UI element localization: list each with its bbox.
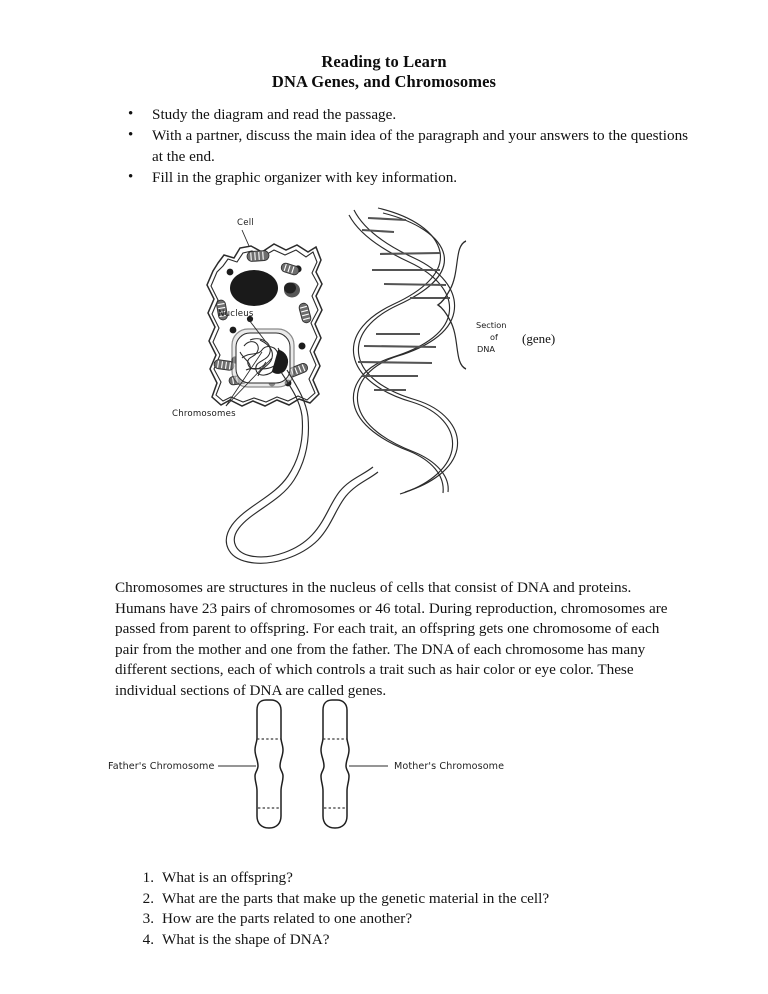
section-of-dna-label-line2: of bbox=[490, 332, 498, 342]
question-text: What is an offspring? bbox=[162, 869, 293, 886]
section-of-dna-label-line1: Section bbox=[476, 320, 507, 330]
question-item bbox=[130, 889, 650, 910]
instruction-item bbox=[120, 104, 695, 125]
question-number: 1. bbox=[142, 869, 154, 886]
instruction-text: With a partner, discuss the main idea of the paragraph and your answers to the questions at the end. bbox=[152, 127, 689, 165]
nucleus-label: Nucleus bbox=[218, 309, 254, 319]
gene-section-brace bbox=[438, 241, 466, 369]
passage-paragraph: Chromosomes are structures in the nucleus of cells that consist of DNA and proteins. Humans have 23 pairs of chromosomes or 46 total. During reproduction, chromosomes are passed from parent to offspring. For each trait, an offspring gets one chromosome of each pair from the mother and one from the father. The DNA of each chromosome has many different sections, each of which controls a trait such as hair color or eye color. These individual sections of DNA are called genes. bbox=[115, 579, 668, 699]
mothers-chromosome-label: Mother's Chromosome bbox=[394, 761, 505, 772]
question-number: 2. bbox=[142, 889, 154, 907]
cell-leader-line bbox=[242, 230, 249, 246]
base-pair-rungs bbox=[358, 218, 450, 390]
questions-list bbox=[130, 868, 650, 950]
bullet-glyph: • bbox=[128, 169, 134, 185]
chromosomes-label: Chromosomes bbox=[172, 409, 236, 419]
question-number: 4. bbox=[142, 930, 154, 948]
vesicle-organelles bbox=[284, 283, 300, 298]
question-number: 3. bbox=[142, 910, 154, 927]
title-line-1: Reading to Learn bbox=[321, 52, 447, 71]
section-of-dna-label-line3: DNA bbox=[477, 344, 496, 354]
question-item bbox=[130, 909, 650, 930]
question-item bbox=[130, 930, 650, 951]
mothers-chromosome-shape bbox=[321, 700, 349, 828]
instructions-list bbox=[120, 104, 695, 188]
question-text: What are the parts that make up the genetic material in the cell? bbox=[162, 889, 550, 907]
fathers-chromosome-shape bbox=[255, 700, 283, 828]
fathers-chromosome-label: Father's Chromosome bbox=[108, 761, 215, 772]
gene-label: (gene) bbox=[522, 331, 556, 346]
nucleolus-blob bbox=[230, 270, 278, 306]
instruction-text: Study the diagram and read the passage. bbox=[152, 106, 397, 123]
bullet-glyph: • bbox=[128, 127, 134, 143]
chromosome-pair-diagram bbox=[100, 690, 520, 835]
question-text: What is the shape of DNA? bbox=[162, 930, 330, 948]
page-title bbox=[0, 52, 768, 92]
cell-label: Cell bbox=[237, 218, 254, 228]
question-text: How are the parts related to one another? bbox=[162, 910, 413, 927]
title-line-2: DNA Genes, and Chromosomes bbox=[271, 72, 497, 91]
cell-and-dna-diagram bbox=[150, 200, 620, 570]
bullet-glyph: • bbox=[128, 106, 134, 122]
instruction-item bbox=[120, 125, 695, 167]
question-item bbox=[130, 868, 650, 889]
dna-double-helix bbox=[349, 208, 458, 494]
instruction-text: Fill in the graphic organizer with key information. bbox=[152, 169, 458, 186]
instruction-item bbox=[120, 167, 695, 188]
